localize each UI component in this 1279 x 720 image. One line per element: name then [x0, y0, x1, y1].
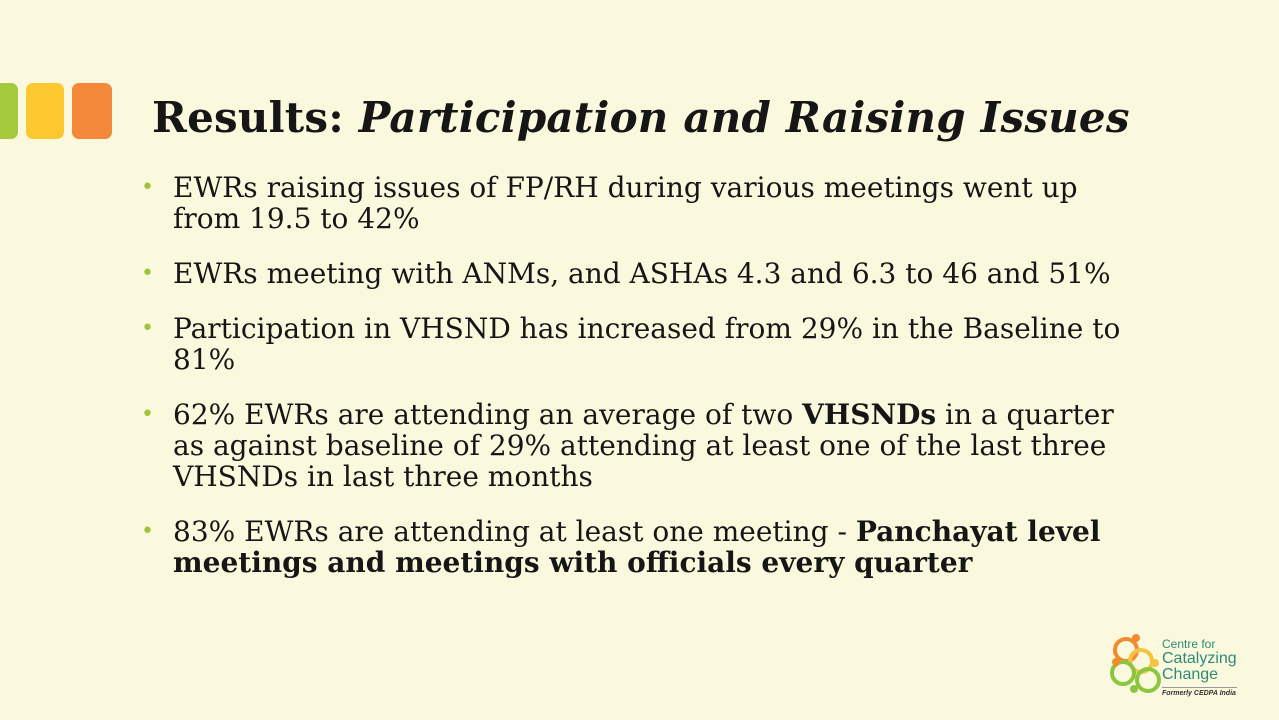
bullet-dot-icon: • [141, 175, 154, 200]
bullet-text: Participation in VHSND has increased from 29% in the Baseline to 81% [173, 312, 1121, 376]
bullet-text [173, 398, 1114, 493]
bullet-text-part: 83% EWRs are attending at least one meeting - [173, 515, 856, 548]
logo-text [1162, 637, 1237, 699]
bullet-text [173, 515, 1100, 579]
title-plain: Results: [152, 93, 344, 142]
bullet-list [140, 172, 1140, 602]
logo-line3: Change [1162, 666, 1219, 683]
title-italic: Participation and Raising Issues [358, 93, 1130, 142]
three-people-circle-logo-icon [1108, 630, 1164, 696]
bullet-dot-icon: • [141, 316, 154, 341]
logo-line1: Centre for [1162, 637, 1216, 651]
bullet-text: EWRs meeting with ANMs, and ASHAs 4.3 and 6.3 to 46 and 51% [173, 257, 1111, 290]
logo-subtitle: Formerly CEDPA India [1162, 687, 1237, 699]
bullet-text-bold: VHSNDs [802, 398, 937, 431]
bullet-item [140, 258, 1140, 289]
logo-line2: Catalyzing [1162, 650, 1237, 667]
organization-logo [1108, 630, 1268, 698]
accent-bar-green [0, 83, 18, 139]
bullet-item [140, 516, 1140, 578]
bullet-text: EWRs raising issues of FP/RH during various meetings went up from 19.5 to 42% [173, 171, 1078, 235]
bullet-dot-icon: • [141, 519, 154, 544]
bullet-dot-icon: • [141, 402, 154, 427]
bullet-dot-icon: • [141, 261, 154, 286]
accent-bar-orange [72, 83, 112, 139]
bullet-text-bold: Panchayat level meetings and meetings with officials every quarter [173, 515, 1101, 579]
accent-bar-yellow [26, 83, 64, 139]
bullet-item [140, 313, 1140, 375]
bullet-item [140, 399, 1140, 492]
slide-title [152, 92, 1130, 144]
bullet-item [140, 172, 1140, 234]
bullet-text-part: 62% EWRs are attending an average of two [173, 398, 803, 431]
bullet-text-part: in a quarter as against baseline of 29% attending at least one of the last three VHSNDs in last three months [173, 398, 1114, 493]
